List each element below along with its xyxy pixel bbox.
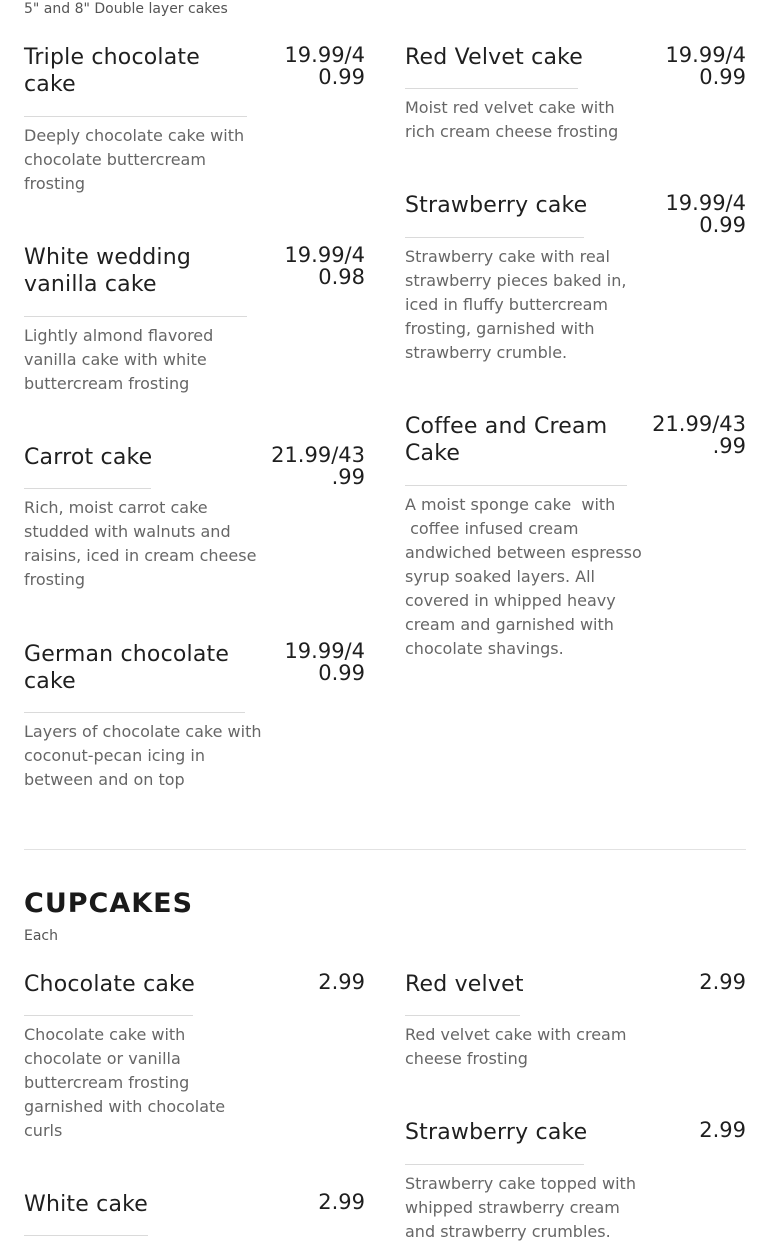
item-price: 19.99/4 0.99 [284,639,365,685]
item-divider [405,88,578,89]
item-description: Chocolate cake with chocolate or vanilla buttercream frosting garnished with chocolate curls [24,1025,226,1140]
item-name: White wedding vanilla cake [24,245,192,297]
item-name: Coffee and Cream Cake [405,414,608,466]
item-price: 2.99 [699,1118,746,1142]
item-name: German chocolate cake [24,642,230,694]
section-title-cupcakes: CUPCAKES [24,888,194,919]
cupcakes-subtitle: Each [24,928,58,944]
item-price: 2.99 [318,970,365,994]
item-name: Triple chocolate cake [24,45,200,97]
item-price: 21.99/43 .99 [652,412,746,458]
item-divider [24,116,247,117]
item-name: Red Velvet cake [405,45,584,70]
item-name: White cake [24,1192,149,1217]
item-description: Strawberry cake with real strawberry pieces baked in, iced in fluffy buttercream frosting, garnished with strawberry crumble. [405,247,627,362]
item-description: Deeply chocolate cake with chocolate buttercream frosting [24,126,245,193]
item-description: Moist red velvet cake with rich cream cheese frosting [405,98,619,141]
cakes-subtitle: 5" and 8" Double layer cakes [24,1,228,17]
item-divider [24,1235,148,1236]
item-divider [24,488,151,489]
section-divider [24,849,746,850]
item-description: Rich, moist carrot cake studded with walnuts and raisins, iced in cream cheese frosting [24,498,257,589]
item-price: 19.99/4 0.98 [284,243,365,289]
item-name: Chocolate cake [24,972,195,997]
item-description: Strawberry cake topped with whipped strawberry cream and strawberry crumbles. [405,1174,636,1241]
item-name: Carrot cake [24,445,153,470]
item-price: 19.99/4 0.99 [665,43,746,89]
item-name: Strawberry cake [405,1120,588,1145]
item-divider [24,316,247,317]
item-divider [405,1015,520,1016]
item-description: Lightly almond flavored vanilla cake with white buttercream frosting [24,326,214,393]
item-price: 19.99/4 0.99 [665,191,746,237]
item-price: 2.99 [699,970,746,994]
item-name: Red velvet [405,972,524,997]
item-price: 21.99/43 .99 [271,443,365,489]
item-price: 2.99 [318,1190,365,1214]
item-divider [405,485,627,486]
item-divider [24,712,245,713]
item-name: Strawberry cake [405,193,588,218]
item-description: Red velvet cake with cream cheese frosting [405,1025,627,1068]
item-price: 19.99/4 0.99 [284,43,365,89]
item-description: Layers of chocolate cake with coconut-pecan icing in between and on top [24,722,262,789]
item-divider [405,1164,584,1165]
item-divider [24,1015,193,1016]
item-description: A moist sponge cake with coffee infused cream andwiched between espresso syrup soaked layers. All covered in whipped heavy cream and garnished with chocolate shavings. [405,495,642,658]
item-divider [405,237,584,238]
